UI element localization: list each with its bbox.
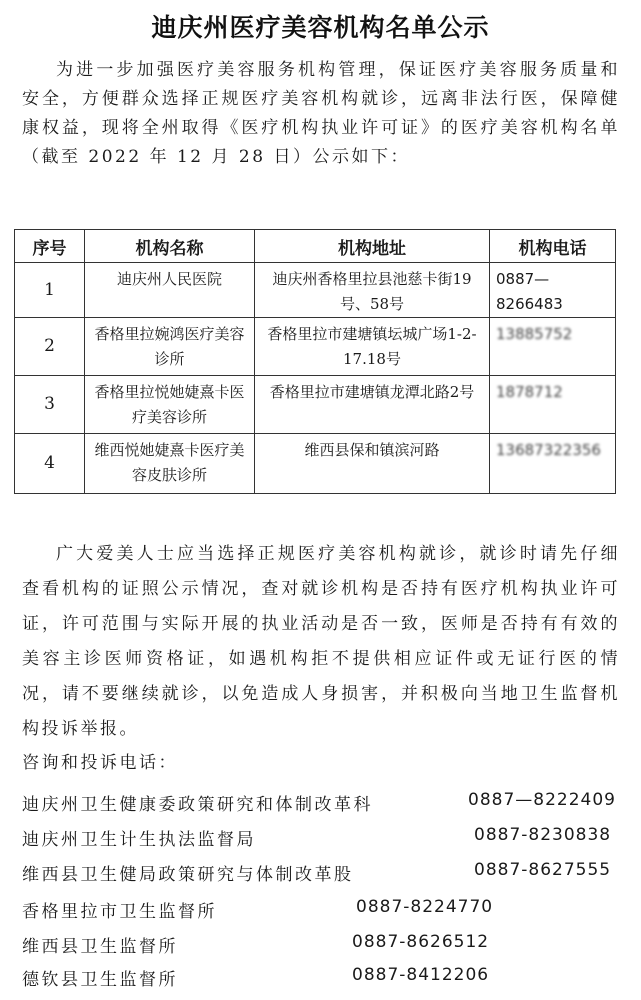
contact-name: 德钦县卫生监督所 <box>22 970 178 990</box>
row-no: 4 <box>15 434 85 494</box>
row-no: 2 <box>15 318 85 376</box>
table-row <box>15 263 616 318</box>
header-address: 机构地址 <box>255 230 490 263</box>
contact-phone: 0887—8222409 <box>468 790 616 810</box>
contact-line <box>22 932 490 957</box>
notice-paragraph: 广大爱美人士应当选择正规医疗美容机构就诊，就诊时请先仔细查看机构的证照公示情况，查对就诊机构是否持有医疗机构执业许可证，许可范围与实际开展的执业活动是否一致，医师是否持有有效的美容主诊医师资格证，如遇机构拒不提供相应证件或无证行医的情况，请不要继续就诊，以免造成人身损害，并积极向当地卫生监督机构投诉举报。 <box>22 544 620 739</box>
row-name: 香格里拉悦她婕熹卡医疗美容诊所 <box>85 376 255 434</box>
row-name: 迪庆州人民医院 <box>85 263 255 318</box>
row-address: 香格里拉市建塘镇坛城广场1-2-17.18号 <box>255 318 490 376</box>
row-name: 维西悦她婕熹卡医疗美容皮肤诊所 <box>85 434 255 494</box>
header-phone: 机构电话 <box>490 230 616 263</box>
contact-name: 迪庆州卫生计生执法监督局 <box>22 830 256 850</box>
header-name: 机构名称 <box>85 230 255 263</box>
row-phone: 0887—8266483 <box>490 263 616 318</box>
header-no: 序号 <box>15 230 85 263</box>
contact-phone: 0887-8224770 <box>356 897 494 917</box>
contact-phone: 0887-8627555 <box>474 860 612 880</box>
contact-heading: 咨询和投诉电话： <box>22 753 178 773</box>
table-row <box>15 376 616 434</box>
institution-table <box>14 229 616 494</box>
contact-line <box>22 965 490 990</box>
table-header-row <box>15 230 616 263</box>
contact-line <box>22 825 612 850</box>
row-phone: 13885752 <box>496 325 573 343</box>
contact-name: 维西县卫生监督所 <box>22 937 178 957</box>
contact-line <box>22 860 612 885</box>
row-address: 维西县保和镇滨河路 <box>255 434 490 494</box>
table-row <box>15 434 616 494</box>
row-phone: 13687322356 <box>496 441 601 459</box>
row-address: 迪庆州香格里拉县池慈卡街19号、58号 <box>255 263 490 318</box>
contact-line <box>22 790 616 815</box>
row-no: 1 <box>15 263 85 318</box>
row-name: 香格里拉婉鸿医疗美容诊所 <box>85 318 255 376</box>
page-title: 迪庆州医疗美容机构名单公示 <box>151 13 490 42</box>
intro-paragraph: 为进一步加强医疗美容服务机构管理，保证医疗美容服务质量和安全，方便群众选择正规医疗美容机构就诊，远离非法行医，保障健康权益，现将全州取得《医疗机构执业许可证》的医疗美容机构名单（截至 2022 年 12 月 28 日）公示如下： <box>22 60 620 167</box>
contact-line <box>22 897 494 922</box>
contact-phone: 0887-8230838 <box>474 825 612 845</box>
row-phone: 1878712 <box>496 383 563 401</box>
contact-phone: 0887-8412206 <box>352 965 490 985</box>
table-row <box>15 318 616 376</box>
contact-name: 迪庆州卫生健康委政策研究和体制改革科 <box>22 795 373 815</box>
contact-name: 维西县卫生健局政策研究与体制改革股 <box>22 865 354 885</box>
contact-phone: 0887-8626512 <box>352 932 490 952</box>
row-no: 3 <box>15 376 85 434</box>
contact-name: 香格里拉市卫生监督所 <box>22 902 217 922</box>
row-address: 香格里拉市建塘镇龙潭北路2号 <box>255 376 490 434</box>
